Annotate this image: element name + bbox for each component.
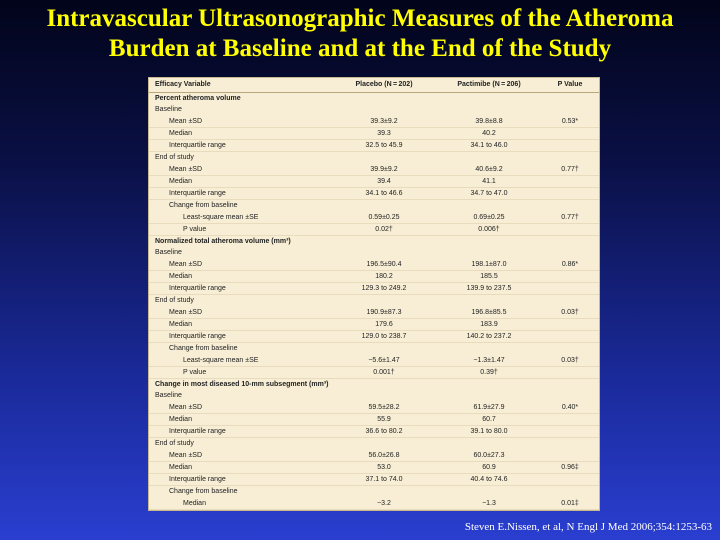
cell-pactimibe [439,509,539,511]
table-row [149,366,600,378]
cell-pactimibe: −1.3±1.47 [439,355,539,367]
cell-placebo: 0.001† [329,366,439,378]
cell-variable: Baseline [155,249,182,257]
cell-variable: End of study [155,440,194,448]
cell-placebo: 39.3 [329,127,439,139]
cell-p-value [539,152,600,164]
table-group-row [149,247,600,258]
header-placebo: Placebo (N = 202) [329,78,439,93]
cell-placebo [329,236,439,248]
cell-pactimibe [439,438,539,450]
cell-variable: P value [149,366,329,378]
table-row [149,212,600,224]
table-group-row [149,343,600,355]
cell-p-value [539,200,600,212]
cell-variable: End of study [155,297,194,305]
cell-variable: Median [149,175,329,187]
cell-pactimibe [439,236,539,248]
table-section-row [149,379,600,391]
cell-variable: Percent atheroma volume [155,95,241,102]
table-group-row [149,486,600,498]
cell-p-value [539,283,600,295]
cell-pactimibe [439,295,539,307]
cell-pactimibe: 0.39† [439,366,539,378]
cell-placebo [329,486,439,498]
cell-pactimibe [439,104,539,115]
cell-placebo [329,438,439,450]
table-row [149,355,600,367]
cell-variable: Mean ±SD [149,116,329,128]
cell-p-value: 0.01‡ [539,498,600,510]
cell-variable: Mean ±SD [149,307,329,319]
cell-p-value [539,509,600,511]
cell-placebo: 53.0 [329,461,439,473]
cell-pactimibe [439,247,539,258]
table-row [149,164,600,176]
cell-pactimibe [439,379,539,391]
cell-p-value [539,140,600,152]
cell-pactimibe: 198.1±87.0 [439,259,539,271]
table-row [149,461,600,473]
cell-pactimibe: 61.9±27.9 [439,402,539,414]
cell-p-value [539,413,600,425]
cell-pactimibe: 34.7 to 47.0 [439,188,539,200]
cell-placebo [329,343,439,355]
cell-pactimibe [439,343,539,355]
cell-variable: Change from baseline [169,488,238,496]
cell-placebo: 56.0±26.8 [329,450,439,462]
citation: Steven E.Nissen, et al, N Engl J Med 2006;354:1253-63 [464,521,712,533]
cell-placebo [329,509,439,511]
cell-pactimibe: 0.69±0.25 [439,212,539,224]
cell-pactimibe: 39.8±8.8 [439,116,539,128]
cell-p-value [539,331,600,343]
cell-variable: Change from baseline [169,345,238,353]
table-group-row [149,200,600,212]
cell-p-value [539,175,600,187]
cell-pactimibe [439,200,539,212]
cell-pactimibe: 41.1 [439,175,539,187]
table-group-row [149,390,600,401]
cell-placebo: 59.5±28.2 [329,402,439,414]
title-line-2: Burden at Baseline and at the End of the Study [108,35,612,62]
cell-variable: Interquartile range [149,331,329,343]
table-row [149,270,600,282]
cell-placebo: 39.9±9.2 [329,164,439,176]
cell-p-value [539,295,600,307]
table-group-row [149,152,600,164]
cell-p-value [539,366,600,378]
cell-variable: Interquartile range [149,426,329,438]
table-row [149,307,600,319]
cell-p-value: 0.96‡ [539,461,600,473]
cell-placebo: 179.6 [329,318,439,330]
table-group-row [149,295,600,307]
cell-p-value [539,270,600,282]
cell-variable: Mean ±SD [149,259,329,271]
table-row [149,223,600,235]
table-row [149,259,600,271]
cell-placebo [329,104,439,115]
cell-pactimibe: 40.6±9.2 [439,164,539,176]
cell-variable: Change from baseline [169,202,238,210]
cell-placebo [329,295,439,307]
cell-p-value: 0.77† [539,212,600,224]
cell-p-value [539,390,600,401]
header-pactimibe: Pactimibe (N = 206) [439,78,539,93]
table-section-row [149,236,600,248]
table-row [149,498,600,510]
cell-p-value [539,318,600,330]
table-row [149,413,600,425]
cell-placebo: 32.5 to 45.9 [329,140,439,152]
cell-variable: Median [149,270,329,282]
cell-variable: Interquartile range [149,474,329,486]
table-group-row [149,438,600,450]
cell-variable: Interquartile range [149,188,329,200]
cell-p-value [539,127,600,139]
slide-title [0,4,720,64]
cell-p-value [539,450,600,462]
cell-pactimibe [439,390,539,401]
cell-placebo: 129.3 to 249.2 [329,283,439,295]
cell-p-value [539,188,600,200]
cell-variable: Change in most diseased 10-mm subsegment (mm³) [155,381,329,388]
cell-placebo [329,247,439,258]
cell-placebo [329,152,439,164]
cell-placebo: 36.6 to 80.2 [329,426,439,438]
cell-variable [149,509,329,511]
cell-pactimibe: 196.8±85.5 [439,307,539,319]
table-row [149,509,600,511]
table-row [149,474,600,486]
cell-placebo: 180.2 [329,270,439,282]
cell-placebo: 0.02† [329,223,439,235]
header-p-value: P Value [539,78,600,93]
cell-placebo: −5.6±1.47 [329,355,439,367]
cell-placebo: 196.5±90.4 [329,259,439,271]
cell-p-value [539,104,600,115]
table-row [149,450,600,462]
cell-variable: Interquartile range [149,140,329,152]
table-row [149,175,600,187]
table-row [149,426,600,438]
cell-variable: Least-square mean ±SE [149,355,329,367]
cell-placebo: 34.1 to 46.6 [329,188,439,200]
table-header-row [149,78,600,93]
cell-pactimibe: 60.9 [439,461,539,473]
cell-p-value: 0.53* [539,116,600,128]
cell-p-value: 0.03† [539,355,600,367]
cell-placebo: 39.3±9.2 [329,116,439,128]
cell-pactimibe: 185.5 [439,270,539,282]
cell-pactimibe: 39.1 to 80.0 [439,426,539,438]
cell-pactimibe: 60.7 [439,413,539,425]
cell-variable: Least-square mean ±SE [149,212,329,224]
cell-p-value [539,426,600,438]
cell-variable: Mean ±SD [149,450,329,462]
cell-placebo: 55.9 [329,413,439,425]
cell-p-value [539,343,600,355]
cell-p-value [539,223,600,235]
cell-variable: Median [149,127,329,139]
table-row [149,127,600,139]
cell-pactimibe: 40.2 [439,127,539,139]
table-row [149,402,600,414]
table-group-row [149,104,600,115]
table-row [149,331,600,343]
cell-p-value [539,247,600,258]
cell-p-value [539,474,600,486]
cell-placebo [329,390,439,401]
cell-placebo: 37.1 to 74.0 [329,474,439,486]
table-row [149,116,600,128]
cell-pactimibe: −1.3 [439,498,539,510]
cell-pactimibe: 34.1 to 46.0 [439,140,539,152]
cell-pactimibe: 40.4 to 74.6 [439,474,539,486]
cell-pactimibe [439,93,539,105]
cell-p-value: 0.86* [539,259,600,271]
cell-p-value: 0.40* [539,402,600,414]
cell-placebo [329,93,439,105]
cell-pactimibe [439,486,539,498]
cell-placebo: 39.4 [329,175,439,187]
cell-placebo [329,379,439,391]
cell-pactimibe: 139.9 to 237.5 [439,283,539,295]
cell-variable: P value [149,223,329,235]
cell-placebo: 0.59±0.25 [329,212,439,224]
cell-p-value: 0.03† [539,307,600,319]
cell-variable: End of study [155,154,194,162]
table-row [149,188,600,200]
cell-pactimibe [439,152,539,164]
table-row [149,140,600,152]
cell-pactimibe: 0.006† [439,223,539,235]
cell-variable: Baseline [155,392,182,400]
efficacy-table [149,78,600,511]
cell-p-value [539,236,600,248]
cell-variable: Median [149,413,329,425]
table-row [149,318,600,330]
cell-variable: Median [149,461,329,473]
cell-variable: Baseline [155,106,182,114]
cell-p-value [539,486,600,498]
cell-pactimibe: 140.2 to 237.2 [439,331,539,343]
cell-variable: Mean ±SD [149,164,329,176]
table-section-row [149,93,600,105]
header-efficacy-variable: Efficacy Variable [149,78,329,93]
cell-variable: Mean ±SD [149,402,329,414]
cell-variable: Median [149,318,329,330]
cell-p-value [539,438,600,450]
cell-placebo: −3.2 [329,498,439,510]
cell-p-value [539,379,600,391]
cell-placebo: 129.0 to 238.7 [329,331,439,343]
cell-p-value: 0.77† [539,164,600,176]
table-body [149,93,600,512]
cell-variable: Normalized total atheroma volume (mm³) [155,238,291,245]
cell-placebo [329,200,439,212]
title-line-1: Intravascular Ultrasonographic Measures of the Atheroma [46,5,674,32]
cell-placebo: 190.9±87.3 [329,307,439,319]
table-row [149,283,600,295]
cell-p-value [539,93,600,105]
cell-pactimibe: 183.9 [439,318,539,330]
cell-variable: Median [149,498,329,510]
efficacy-table-panel [148,77,600,511]
cell-pactimibe: 60.0±27.3 [439,450,539,462]
cell-variable: Interquartile range [149,283,329,295]
